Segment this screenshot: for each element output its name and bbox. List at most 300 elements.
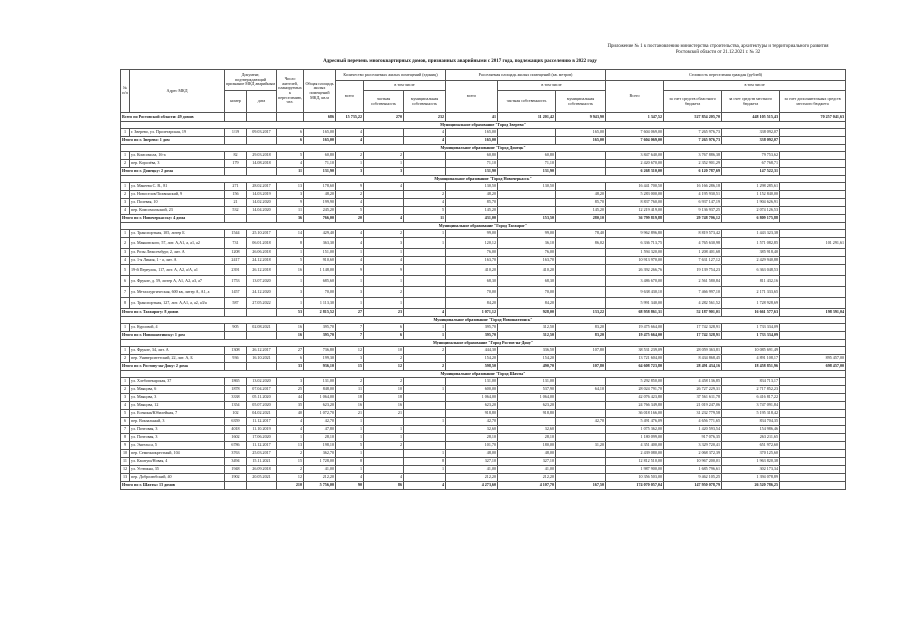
table-cell: 163,70	[498, 257, 556, 265]
subtotal-row	[121, 309, 846, 317]
table-cell: 6	[121, 418, 130, 426]
table-cell: 1 443 323,38	[722, 230, 780, 238]
subtotal-cell: 1 071,12	[446, 309, 498, 317]
table-cell: 1902	[225, 474, 247, 482]
table-cell: 70,00	[304, 287, 336, 298]
table-cell: 9	[336, 183, 364, 191]
table-cell	[404, 276, 446, 287]
table-cell	[556, 434, 606, 442]
table-cell: 1	[404, 230, 446, 238]
table-cell: 10	[364, 386, 404, 394]
table-cell: 16	[277, 265, 304, 276]
header-cost-total: Всего	[606, 81, 664, 113]
table-cell: 3338	[225, 394, 247, 402]
grand-total-cell: 1 347,52	[606, 113, 664, 122]
subtotal-cell: 4 107,70	[498, 482, 556, 490]
table-cell: 4 282 561,52	[664, 298, 722, 309]
subtotal-cell: 6	[277, 137, 304, 145]
subtotal-cell: 431,00	[446, 215, 498, 223]
subtotal-cell	[247, 137, 277, 145]
municipality-name: Муниципальное образование "Город Зверево"	[121, 122, 846, 129]
table-cell	[780, 298, 846, 309]
subtotal-cell	[247, 332, 277, 340]
table-cell: 1	[364, 426, 404, 434]
table-row	[121, 257, 846, 265]
table-cell: 1	[121, 378, 130, 386]
table-cell: 1457	[225, 287, 247, 298]
table-cell: 651 972,60	[722, 442, 780, 450]
table-cell: 76,00	[498, 249, 556, 257]
table-cell	[780, 442, 846, 450]
table-cell: 4	[404, 199, 446, 207]
table-cell: 86,02	[556, 238, 606, 249]
table-cell: 29.03.2018	[247, 152, 277, 160]
subtotal-cell: 33	[277, 363, 304, 371]
table-cell: 1 733 334,09	[722, 324, 780, 332]
table-cell: 60,80	[446, 152, 498, 160]
table-cell: 11.12.2017	[247, 418, 277, 426]
header-local-budget: за счет средств местного бюджета	[722, 91, 780, 113]
table-cell	[780, 276, 846, 287]
table-cell: 587	[225, 298, 247, 309]
table-cell: 1865	[225, 378, 247, 386]
table-cell: 2	[404, 191, 446, 199]
table-cell: 36 018 166,00	[606, 410, 664, 418]
subtotal-cell: 131,90	[446, 168, 498, 176]
table-cell: 1	[404, 238, 446, 249]
table-row	[121, 386, 846, 394]
table-cell: 3	[364, 238, 404, 249]
table-cell: 26 392 266,76	[606, 265, 664, 276]
subtotal-cell: 2 815,52	[304, 309, 336, 317]
table-cell: 1/19	[225, 129, 247, 137]
table-cell: 2 171 333,65	[722, 287, 780, 298]
table-cell: 42,70	[556, 418, 606, 426]
table-cell: 13	[277, 442, 304, 450]
table-cell: 7 265 976,73	[664, 129, 722, 137]
table-cell	[556, 152, 606, 160]
subtotal-cell: 928,00	[498, 309, 556, 317]
table-cell: 1 148,00	[304, 265, 336, 276]
subtotal-cell: 131,90	[498, 168, 556, 176]
table-cell: 5 283 000,00	[606, 191, 664, 199]
subtotal-cell: 52 187 901,01	[664, 309, 722, 317]
table-cell	[556, 257, 606, 265]
table-cell: 1354	[225, 402, 247, 410]
table-cell	[556, 378, 606, 386]
table-cell	[780, 402, 846, 410]
table-cell: 4	[336, 474, 364, 482]
table-cell	[404, 378, 446, 386]
table-cell: 1 180 099,00	[606, 434, 664, 442]
table-cell: 2	[121, 386, 130, 394]
address-cell: ул. Хлебопекарская, 37	[130, 378, 225, 386]
table-cell: 6786	[225, 442, 247, 450]
table-cell: 9 462 105,25	[664, 474, 722, 482]
subtotal-cell: 6 120 787,69	[664, 168, 722, 176]
table-cell: 6 416 817,22	[722, 394, 780, 402]
subtotal-cell: 490,70	[498, 363, 556, 371]
address-cell: ул. Энгельса, 5	[130, 442, 225, 450]
table-cell	[556, 287, 606, 298]
table-cell: 1	[336, 276, 364, 287]
header-area-total-col: всего	[446, 81, 498, 113]
table-cell	[556, 249, 606, 257]
municipality-name: Муниципальное образование "Город Таганрог"	[121, 223, 846, 230]
table-cell: 1	[364, 276, 404, 287]
table-cell	[780, 434, 846, 442]
table-cell: 21	[364, 410, 404, 418]
table-cell: 99,00	[446, 230, 498, 238]
table-cell: 131,00	[498, 378, 556, 386]
table-cell: 1	[404, 450, 446, 458]
table-cell: 1208	[225, 249, 247, 257]
table-cell: 11.10.2019	[247, 426, 277, 434]
table-cell	[780, 410, 846, 418]
address-cell: пер. Университетский, 22, лит. А, Б	[130, 355, 225, 363]
table-row	[121, 324, 846, 332]
table-row	[121, 474, 846, 482]
table-cell	[556, 276, 606, 287]
subtotal-cell: 6	[364, 332, 404, 340]
table-row	[121, 238, 846, 249]
table-cell: 1 904 626,91	[722, 199, 780, 207]
address-cell: пер. Добролюбский, 40	[130, 474, 225, 482]
table-cell: 02.08.2021	[247, 324, 277, 332]
grand-total-cell: 527 854 205,70	[664, 113, 722, 122]
subtotal-row	[121, 332, 846, 340]
subtotal-cell: 11	[277, 168, 304, 176]
table-cell: 336,50	[498, 347, 556, 355]
subtotal-cell	[225, 363, 247, 371]
table-cell: 2 074 126,53	[722, 207, 780, 215]
table-cell: 4 351 400,00	[606, 442, 664, 450]
header-extra-budget: за счет дополнительных средств местного бюджета	[780, 91, 846, 113]
table-cell: 429,40	[304, 230, 336, 238]
table-cell: 8	[336, 458, 364, 466]
table-cell: 2	[121, 191, 130, 199]
table-cell: 47,80	[304, 426, 336, 434]
table-cell: 24.12.2020	[247, 287, 277, 298]
table-cell: 05.07.2020	[247, 402, 277, 410]
table-cell	[780, 129, 846, 137]
table-cell: 16	[364, 402, 404, 410]
table-cell	[780, 378, 846, 386]
table-cell: 85,70	[556, 199, 606, 207]
table-cell: 8 819 573,42	[664, 230, 722, 238]
table-cell: 13	[121, 474, 130, 482]
table-cell: 198,10	[304, 442, 336, 450]
table-cell	[498, 199, 556, 207]
table-cell: 8 434 868,45	[664, 355, 722, 363]
table-cell: 905	[225, 324, 247, 332]
table-cell: 2	[121, 238, 130, 249]
table-cell: 1 064,00	[304, 394, 336, 402]
table-cell: 07.04.2017	[247, 386, 277, 394]
header-cost-group: Стоимость переселения граждан (рублей)	[606, 70, 846, 81]
table-cell: 82	[225, 152, 247, 160]
grand-total-cell: 686	[304, 113, 336, 122]
subtotal-cell	[247, 482, 277, 490]
table-cell: 731	[225, 238, 247, 249]
subtotal-row	[121, 482, 846, 490]
table-cell	[780, 450, 846, 458]
table-row	[121, 152, 846, 160]
table-cell: 4	[121, 402, 130, 410]
table-cell: 4 458 136,85	[664, 378, 722, 386]
table-cell: 7 466 997,10	[664, 287, 722, 298]
table-cell: 2	[336, 152, 364, 160]
subtotal-cell	[247, 215, 277, 223]
municipality-name: Муниципальное образование "Город Ростов-на-Дону"	[121, 340, 846, 347]
table-cell: 1 152 840,00	[722, 191, 780, 199]
table-row	[121, 287, 846, 298]
table-cell: 78,40	[556, 230, 606, 238]
header-area-municipal: муниципальная собственность	[556, 91, 606, 113]
grand-total-cell	[225, 113, 247, 122]
table-cell: 48,00	[446, 450, 498, 458]
table-cell: 3 847 640,00	[606, 152, 664, 160]
table-cell: 3 767 886,38	[664, 152, 722, 160]
table-cell: 10 913 970,00	[606, 257, 664, 265]
table-cell: 5 491 476,09	[606, 418, 664, 426]
subtotal-cell: 7 604 069,00	[606, 137, 664, 145]
table-cell: 2	[364, 378, 404, 386]
table-cell: 4	[277, 160, 304, 168]
subtotal-cell: 3	[336, 168, 364, 176]
table-cell: 7	[121, 426, 130, 434]
table-cell: 4	[336, 129, 364, 137]
table-cell: 28 024 791,70	[606, 386, 664, 394]
table-cell: 2	[364, 230, 404, 238]
table-cell: 2 429 940,88	[722, 257, 780, 265]
table-body	[121, 113, 846, 490]
table-cell	[364, 129, 404, 137]
table-cell: 165,00	[304, 129, 336, 137]
table-cell	[780, 152, 846, 160]
table-cell: 1 064,00	[498, 394, 556, 402]
table-cell: 11	[336, 386, 364, 394]
table-cell: 4	[336, 238, 364, 249]
table-cell: 14.08.2018	[247, 160, 277, 168]
table-cell: 12	[277, 474, 304, 482]
header-doc-date: дата	[247, 91, 277, 113]
grand-total-row	[121, 113, 846, 122]
address-cell: ул. Розы Люксембург, 2, лит. А	[130, 249, 225, 257]
table-cell: 5	[336, 207, 364, 215]
table-cell	[404, 152, 446, 160]
address-cell: ул. Каштуш/Новая, 4	[130, 458, 225, 466]
table-cell: 5	[121, 265, 130, 276]
table-cell: 101 291,61	[780, 238, 846, 249]
address-cell: ул. Полевая, 10	[130, 199, 225, 207]
table-cell: 212,20	[498, 474, 556, 482]
table-cell: 1948	[225, 466, 247, 474]
table-cell: 4	[364, 257, 404, 265]
address-cell: пер. Вокзальный, 3	[130, 418, 225, 426]
table-cell: 2417	[225, 257, 247, 265]
table-cell: 2	[364, 355, 404, 363]
table-cell: 76,00	[446, 249, 498, 257]
table-cell: 1	[121, 152, 130, 160]
table-cell: 79 753,62	[722, 152, 780, 160]
table-cell: 41,00	[304, 466, 336, 474]
table-row	[121, 160, 846, 168]
table-cell: 68,30	[498, 276, 556, 287]
table-cell: 71,10	[498, 160, 556, 168]
header-rooms-municipal: муниципальная собственность	[404, 91, 446, 113]
table-cell: 25	[277, 386, 304, 394]
table-cell: 4 891 108,17	[722, 355, 780, 363]
table-cell: 4 765 630,98	[664, 238, 722, 249]
grand-total-cell	[247, 113, 277, 122]
table-cell: 9 136 937,25	[664, 207, 722, 215]
grand-total-cell: 448 105 515,43	[722, 113, 780, 122]
table-cell: 1	[404, 324, 446, 332]
table-cell: 410,20	[446, 265, 498, 276]
table-cell	[780, 466, 846, 474]
subtotal-cell	[225, 215, 247, 223]
table-cell: 312,50	[498, 324, 556, 332]
header-area-total: Общая площадь жилых помещений МКД, кв.м	[304, 70, 336, 113]
table-cell	[404, 249, 446, 257]
subtotal-cell: 3	[364, 168, 404, 176]
table-row	[121, 442, 846, 450]
table-cell: 28 059 363,81	[664, 347, 722, 355]
table-cell: 736,80	[304, 347, 336, 355]
header-residents: Число жителей, планируемых к переселению, чел.	[277, 70, 304, 113]
table-cell: 623,20	[498, 402, 556, 410]
table-cell: 131,00	[446, 378, 498, 386]
table-cell: 212,20	[446, 474, 498, 482]
subtotal-cell: 36	[277, 215, 304, 223]
grand-total-cell: 9 943,90	[556, 113, 606, 122]
table-cell: 1	[277, 276, 304, 287]
table-cell: 6	[364, 324, 404, 332]
address-cell: г. Зверево, ул. Пролетарская, 19	[130, 129, 225, 137]
subtotal-cell: 147 522,31	[722, 168, 780, 176]
table-cell: 9	[121, 442, 130, 450]
subtotal-cell: 86	[364, 482, 404, 490]
table-cell: 1	[121, 230, 130, 238]
grand-total-cell: 70 257 041,63	[780, 113, 846, 122]
table-cell: 1878	[225, 386, 247, 394]
table-cell: 12	[121, 466, 130, 474]
table-cell: 6 937 147,19	[664, 199, 722, 207]
table-cell	[404, 257, 446, 265]
table-cell: 1544	[225, 230, 247, 238]
table-cell: 7	[336, 324, 364, 332]
table-row	[121, 355, 846, 363]
table-cell: 1 394 078,89	[722, 474, 780, 482]
table-cell	[364, 458, 404, 466]
table-cell: 2 717 852,23	[722, 386, 780, 394]
municipality-section-row	[121, 122, 846, 129]
table-cell: 84,20	[498, 298, 556, 309]
table-cell: 1 113,30	[304, 298, 336, 309]
subtotal-row	[121, 168, 846, 176]
table-cell: 31 232 779,58	[664, 410, 722, 418]
table-cell: 3763	[225, 450, 247, 458]
header-rooms-private: частная собственность	[364, 91, 404, 113]
subtotal-cell: 28 491 434,16	[664, 363, 722, 371]
table-cell: 9	[364, 265, 404, 276]
subtotal-cell: 4	[336, 137, 364, 145]
subtotal-cell: 6 268 310,00	[606, 168, 664, 176]
table-cell: 834 713,17	[722, 378, 780, 386]
subtotal-cell: 53	[277, 309, 304, 317]
table-cell	[556, 355, 606, 363]
address-cell: ул. Устюжна, 35	[130, 466, 225, 474]
table-row	[121, 129, 846, 137]
table-cell: 1 075 362,00	[606, 426, 664, 434]
table-cell: 4	[404, 129, 446, 137]
table-cell: 101,70	[446, 442, 498, 450]
table-cell: 9	[277, 199, 304, 207]
subtotal-cell	[780, 168, 846, 176]
address-cell: 19-й Переулок, 117, лит. А, А2, а/А, а1	[130, 265, 225, 276]
subtotal-cell: 133,22	[556, 309, 606, 317]
table-cell: 1 594 320,00	[606, 249, 664, 257]
address-cell: ул. Макеева С. В., 81	[130, 183, 225, 191]
table-cell: 04.02.2021	[247, 410, 277, 418]
address-cell: пер. Комсомольский, 23	[130, 207, 225, 215]
table-cell: 4	[336, 257, 364, 265]
table-cell	[780, 191, 846, 199]
table-cell: 1	[364, 434, 404, 442]
subtotal-cell: 131,90	[304, 168, 336, 176]
subtotal-cell: 4	[404, 482, 446, 490]
table-cell: 2	[336, 191, 364, 199]
subtotal-row	[121, 137, 846, 145]
table-cell: 3	[121, 394, 130, 402]
table-cell: 918,80	[498, 410, 556, 418]
table-cell: 363,30	[304, 238, 336, 249]
subtotal-cell: 11	[404, 215, 446, 223]
table-cell: 42,70	[446, 418, 498, 426]
table-row	[121, 418, 846, 426]
table-cell: 38 531 239,09	[606, 347, 664, 355]
municipality-name: Муниципальное образование "Город Новочеркасск"	[121, 176, 846, 183]
table-cell: 1308	[225, 347, 247, 355]
municipality-name: Муниципальное образование "Город Донецк"	[121, 145, 846, 152]
table-cell: 12 812 510,00	[606, 458, 664, 466]
table-cell: 28.02.2017	[247, 183, 277, 191]
subtotal-cell: 153,50	[498, 215, 556, 223]
header-regional-budget: за счет средств областного бюджета	[664, 91, 722, 113]
table-cell: 165,00	[446, 129, 498, 137]
table-cell	[780, 426, 846, 434]
table-cell	[404, 265, 446, 276]
address-cell: ул. Фрунзе, д. 59, литер А, А1, А2, а3, а7	[130, 276, 225, 287]
table-cell: 4 195 930,51	[664, 191, 722, 199]
subtotal-label: Итого по г. Новочеркасску: 4 дома	[121, 215, 225, 223]
table-row	[121, 426, 846, 434]
municipality-section-row	[121, 340, 846, 347]
table-cell: 6	[277, 355, 304, 363]
table-cell	[404, 426, 446, 434]
table-cell: 26.12.2017	[247, 347, 277, 355]
address-cell: ул. Маяцова, 12	[130, 402, 225, 410]
table-cell	[556, 183, 606, 191]
table-cell: 71,10	[304, 160, 336, 168]
header-rooms-group: Количество расселяемых жилых помещений (единиц)	[336, 70, 446, 81]
document-title: Адресный перечень многоквартирных домов, признанных аварийными с 2017 года, подлежащих расселению в 2022 году	[323, 59, 597, 64]
subtotal-cell: 766,00	[304, 215, 336, 223]
table-cell: 1 728,00	[304, 458, 336, 466]
table-cell: 1 064,00	[446, 394, 498, 402]
subtotal-cell: 4	[404, 309, 446, 317]
